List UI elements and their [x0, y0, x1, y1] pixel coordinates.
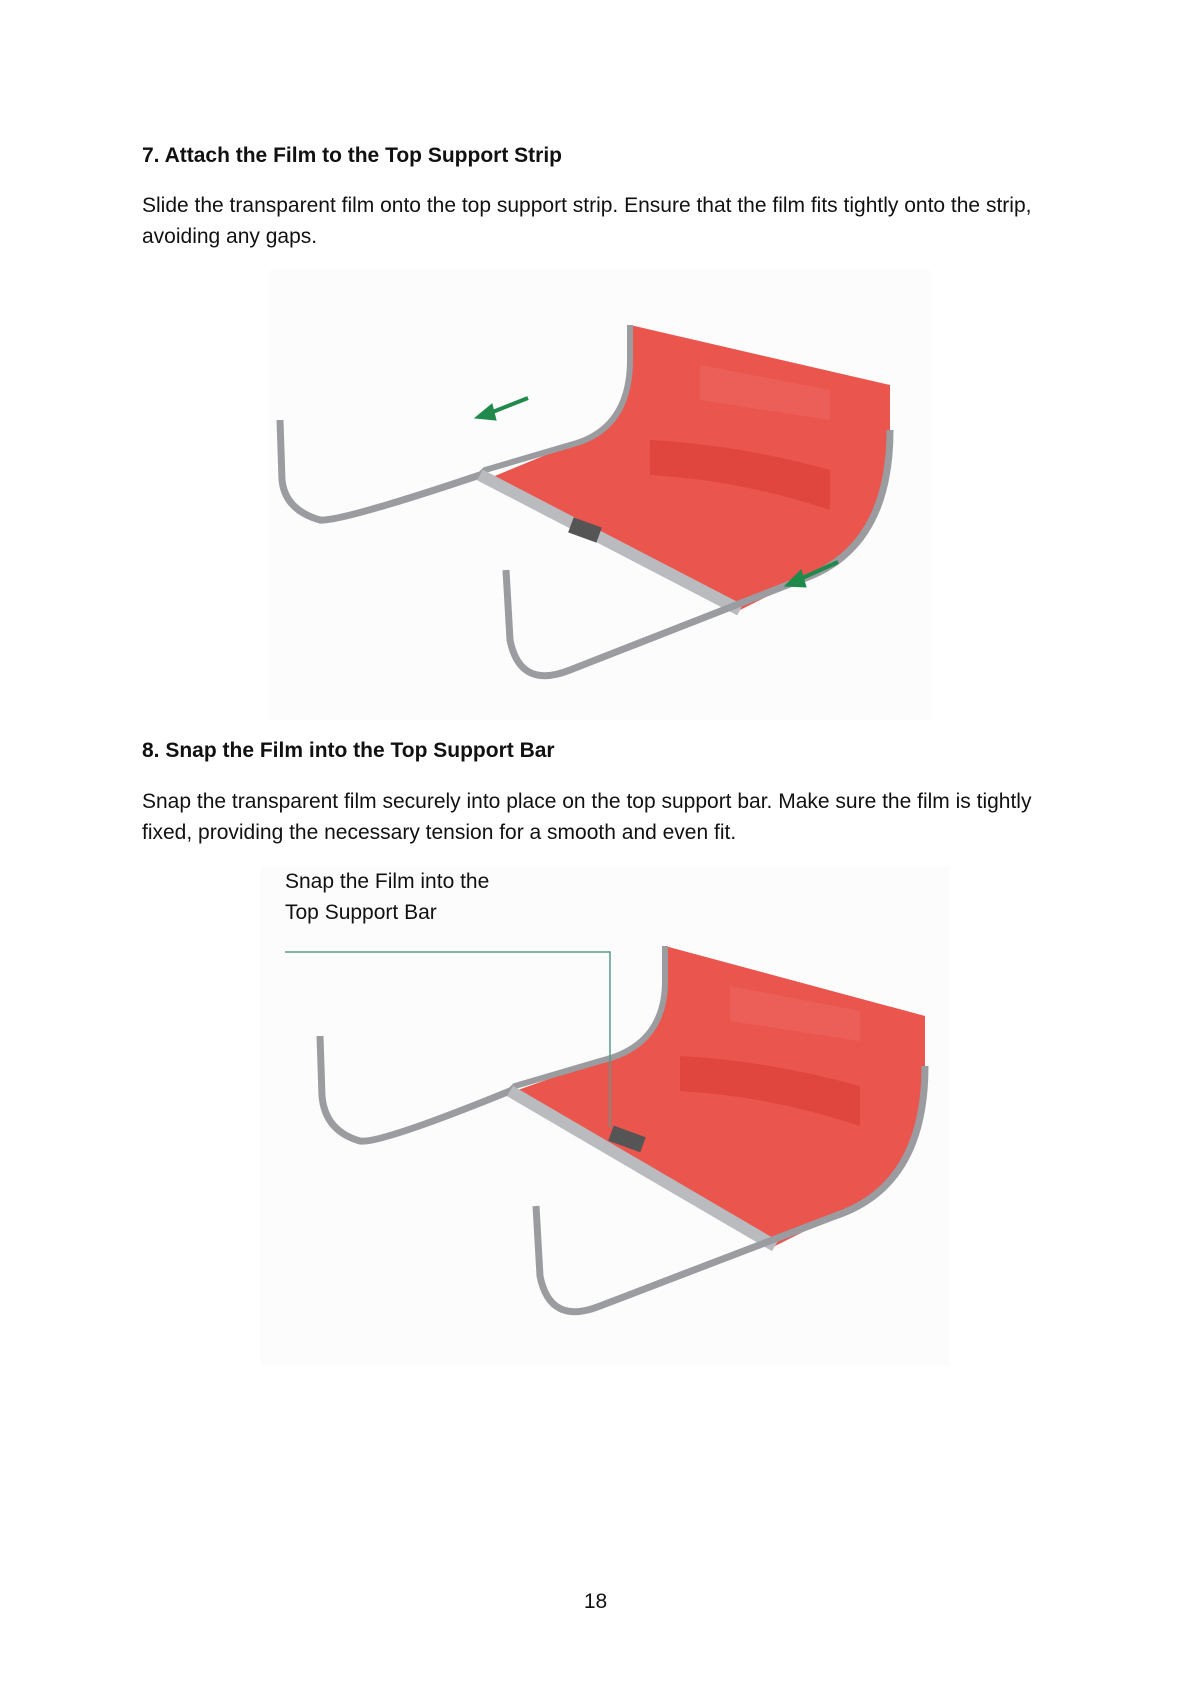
step-8-body: Snap the transparent film securely into place on the top support bar. Make sure the film is tightly fixed, providing the necessary tension for a smooth and even fit.	[142, 790, 1032, 844]
page-number: 18	[583, 1590, 608, 1613]
callout-line-1: Snap the Film into the	[285, 870, 490, 893]
step-7-body: Slide the transparent film onto the top support strip. Ensure that the film fits tightly onto the strip, avoiding any gaps.	[142, 194, 1032, 248]
step-8-illustration	[260, 866, 950, 1366]
step-7-illustration	[270, 270, 930, 720]
step-7-heading: 7. Attach the Film to the Top Support Strip	[142, 144, 562, 167]
callout-line-2: Top Support Bar	[285, 901, 437, 924]
callout-label	[285, 866, 489, 928]
step-8-heading: 8. Snap the Film into the Top Support Bar	[142, 739, 555, 762]
